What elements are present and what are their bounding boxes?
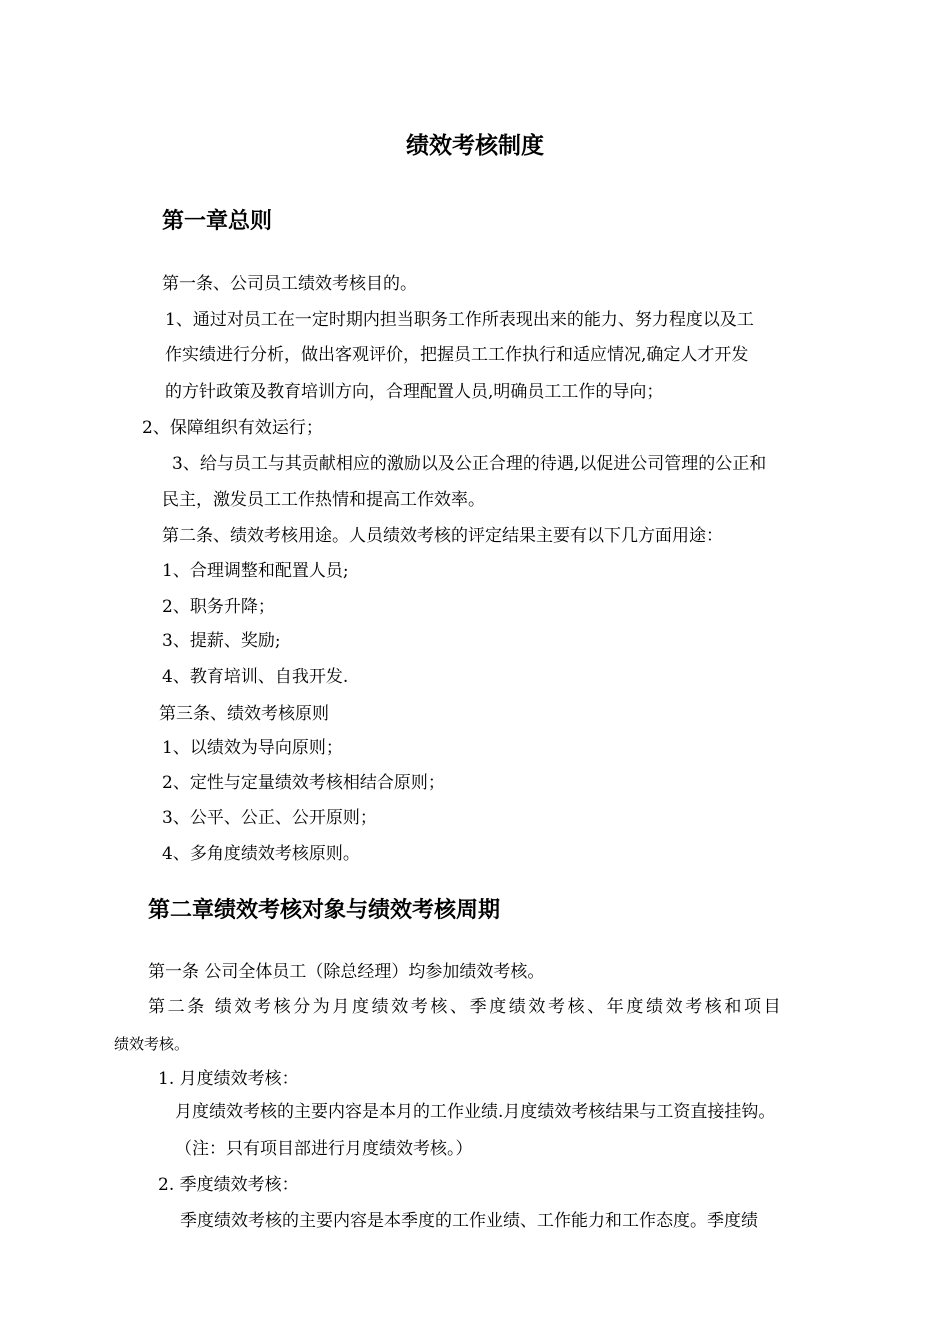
article-1-heading: 第一条、公司员工绩效考核目的。 <box>162 274 417 294</box>
chapter-2-heading: 第二章绩效考核对象与绩效考核周期 <box>148 897 501 923</box>
chapter-1-heading: 第一章总则 <box>162 208 273 234</box>
list-item: 2、保障组织有效运行； <box>142 418 323 438</box>
paragraph-line: 3、给与员工与其贡献相应的激励以及公正合理的待遇,以促进公司管理的公正和 <box>172 454 767 474</box>
article-3-heading: 第三条、绩效考核原则 <box>159 704 329 724</box>
document-title: 绩效考核制度 <box>406 132 544 159</box>
paragraph-line: 月度绩效考核的主要内容是本月的工作业绩.月度绩效考核结果与工资直接挂钩。 <box>175 1102 776 1122</box>
paragraph-line: 第一条 公司全体员工（除总经理）均参加绩效考核。 <box>148 962 545 982</box>
paragraph-line: 1、通过对员工在一定时期内担当职务工作所表现出来的能力、努力程度以及工 <box>165 310 754 330</box>
list-item: 3、公平、公正、公开原则； <box>162 808 377 828</box>
list-item: 1、合理调整和配置人员; <box>162 561 349 581</box>
article-2-heading: 第二条、绩效考核用途。人员绩效考核的评定结果主要有以下几方面用途： <box>162 526 723 546</box>
paragraph-line: 第二条 绩效考核分为月度绩效考核、季度绩效考核、年度绩效考核和项目 <box>148 997 784 1017</box>
paragraph-line: 的方针政策及教育培训方向，合理配置人员,明确员工工作的导向； <box>165 382 664 402</box>
list-item: 4、教育培训、自我开发. <box>162 667 349 687</box>
list-item: 1. 月度绩效考核： <box>158 1069 299 1089</box>
paragraph-line: 作实绩进行分析，做出客观评价，把握员工工作执行和适应情况,确定人才开发 <box>165 345 749 365</box>
list-item: 2. 季度绩效考核： <box>158 1175 299 1195</box>
list-item: 2、定性与定量绩效考核相结合原则； <box>162 773 445 793</box>
note-line: （注：只有项目部进行月度绩效考核。） <box>175 1139 473 1159</box>
list-item: 1、以绩效为导向原则； <box>162 738 343 758</box>
list-item: 4、多角度绩效考核原则。 <box>162 844 360 864</box>
list-item: 2、职务升降； <box>162 597 275 617</box>
paragraph-line: 民主，激发员工工作热情和提高工作效率。 <box>162 490 485 510</box>
list-item: 3、提薪、奖励; <box>162 631 281 651</box>
paragraph-line: 季度绩效考核的主要内容是本季度的工作业绩、工作能力和工作态度。季度绩 <box>180 1211 758 1231</box>
paragraph-line: 绩效考核。 <box>114 1035 190 1053</box>
